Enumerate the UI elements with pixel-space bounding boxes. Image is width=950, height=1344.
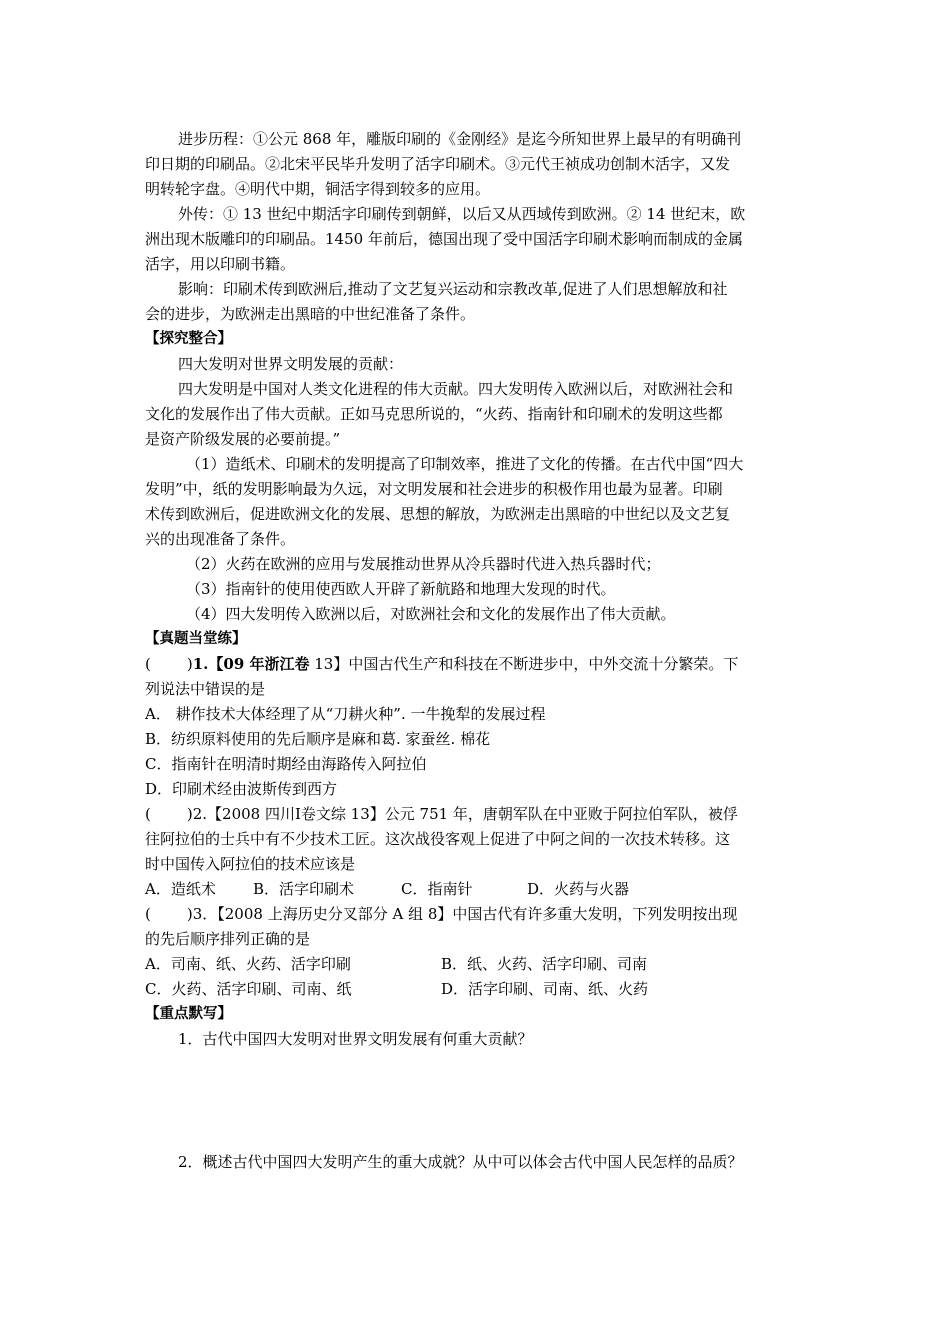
question-1-source: 【09 年浙江卷 (208, 655, 310, 673)
question-2-option-c: C．指南针 (401, 880, 473, 898)
question-2-line-3: 时中国传入阿拉伯的技术应该是 (145, 855, 356, 873)
progress-line-2: 印日期的印刷品。②北宋平民毕升发明了活字印刷术。③元代王祯成功创制木活字，又发 (145, 155, 731, 173)
question-1-text: 13】中国古代生产和科技在不断进步中，中外交流十分繁荣。下 (309, 655, 739, 673)
question-3-options-row-2 (145, 977, 805, 1001)
question-1-option-b: B．纺织原料使用的先后顺序是麻和葛. 家蚕丝. 棉花 (145, 730, 491, 748)
question-3-option-d: D．活字印刷、司南、纸、火药 (441, 980, 649, 998)
question-3-option-c: C．火药、活字印刷、司南、纸 (145, 980, 352, 998)
explore-p1-line-3: 是资产阶级发展的必要前提。” (145, 430, 341, 448)
explore-p1-line-2: 文化的发展作出了伟大贡献。正如马克思所说的，“火药、指南针和印刷术的发明这些都 (145, 405, 723, 423)
question-2-option-a: A．造纸术 (145, 880, 216, 898)
question-2-option-b: B．活字印刷术 (253, 880, 355, 898)
memorize-question-2: 2．概述古代中国四大发明产生的重大成就？从中可以体会古代中国人民怎样的品质？ (178, 1153, 743, 1171)
explore-subtitle: 四大发明对世界文明发展的贡献： (178, 355, 404, 373)
question-1-option-d: D．印刷术经由波斯传到西方 (145, 780, 338, 798)
explore-item1-line-3: 术传到欧洲后，促进欧洲文化的发展、思想的解放，为欧洲走出黑暗的中世纪以及文艺复 (145, 505, 731, 523)
answer-paren-close: ) (186, 655, 193, 673)
question-3-line-1 (145, 902, 805, 926)
question-3-text: 3．【2008 上海历史分叉部分 A 组 8】中国古代有许多重大发明，下列发明按出现 (192, 905, 738, 923)
question-1-option-a: A． 耕作技术大体经理了从“刀耕火种”. 一牛挽犁的发展过程 (145, 705, 546, 723)
question-2-line-2: 往阿拉伯的士兵中有不少技术工匠。这次战役客观上促进了中阿之间的一次技术转移。这 (145, 830, 731, 848)
explore-item3: （3）指南针的使用使西欧人开辟了新航路和地理大发现的时代。 (186, 580, 616, 598)
influence-line-1: 影响：印刷术传到欧洲后,推动了文艺复兴运动和宗教改革,促进了人们思想解放和社 (178, 280, 728, 298)
question-1-option-c: C．指南针在明清时期经由海路传入阿拉伯 (145, 755, 427, 773)
explore-item4: （4）四大发明传入欧洲以后，对欧洲社会和文化的发展作出了伟大贡献。 (186, 605, 676, 623)
explore-item1-line-2: 发明”中，纸的发明影响最为久远，对文明发展和社会进步的积极作用也最为显著。印刷 (145, 480, 723, 498)
progress-line-3: 明转轮字盘。④明代中期，铜活字得到较多的应用。 (145, 180, 491, 198)
spread-line-3: 活字，用以印刷书籍。 (145, 255, 296, 273)
question-3-option-a: A．司南、纸、火药、活字印刷 (145, 955, 351, 973)
question-2-option-d: D．火药与火器 (527, 880, 630, 898)
spread-line-2: 洲出现木版雕印的印刷品。1450 年前后，德国出现了受中国活字印刷术影响而制成的金属 (145, 230, 743, 248)
answer-paren-open[interactable]: ( (145, 655, 151, 673)
question-3-options-row-1 (145, 952, 805, 976)
influence-line-2: 会的进步，为欧洲走出黑暗的中世纪准备了条件。 (145, 305, 476, 323)
explore-item1-line-4: 兴的出现准备了条件。 (145, 530, 296, 548)
explore-item2: （2）火药在欧洲的应用与发展推动世界从冷兵器时代进入热兵器时代； (186, 555, 661, 573)
memorize-heading: 【重点默写】 (145, 1006, 232, 1022)
question-1-line-2: 列说法中错误的是 (145, 680, 266, 698)
answer-paren-close: ) (186, 905, 193, 923)
answer-paren-open[interactable]: ( (145, 805, 151, 823)
answer-paren-close: ) (186, 805, 193, 823)
explore-heading: 【探究整合】 (145, 331, 232, 347)
question-2-options (145, 877, 805, 901)
question-2-text: 2.【2008 四川Ⅰ卷文综 13】公元 751 年，唐朝军队在中亚败于阿拉伯军队，被俘 (192, 805, 738, 823)
explore-item1-line-1: （1）造纸术、印刷术的发明提高了印制效率，推进了文化的传播。在古代中国“四大 (186, 455, 744, 473)
progress-line-1: 进步历程：①公元 868 年，雕版印刷的《金刚经》是迄今所知世界上最早的有明确刊 (178, 130, 742, 148)
explore-p1-line-1: 四大发明是中国对人类文化进程的伟大贡献。四大发明传入欧洲以后，对欧洲社会和 (178, 380, 734, 398)
question-3-option-b: B．纸、火药、活字印刷、司南 (441, 955, 648, 973)
practice-heading: 【真题当堂练】 (145, 631, 247, 647)
question-1-number: 1. (192, 655, 209, 673)
answer-paren-open[interactable]: ( (145, 905, 151, 923)
memorize-question-1: 1．古代中国四大发明对世界文明发展有何重大贡献？ (178, 1030, 533, 1048)
question-2-line-1 (145, 802, 805, 826)
question-3-line-2: 的先后顺序排列正确的是 (145, 930, 311, 948)
spread-line-1: 外传：① 13 世纪中期活字印刷传到朝鲜，以后又从西域传到欧洲。② 14 世纪末，欧 (178, 205, 746, 223)
question-1-line-1 (145, 652, 805, 676)
